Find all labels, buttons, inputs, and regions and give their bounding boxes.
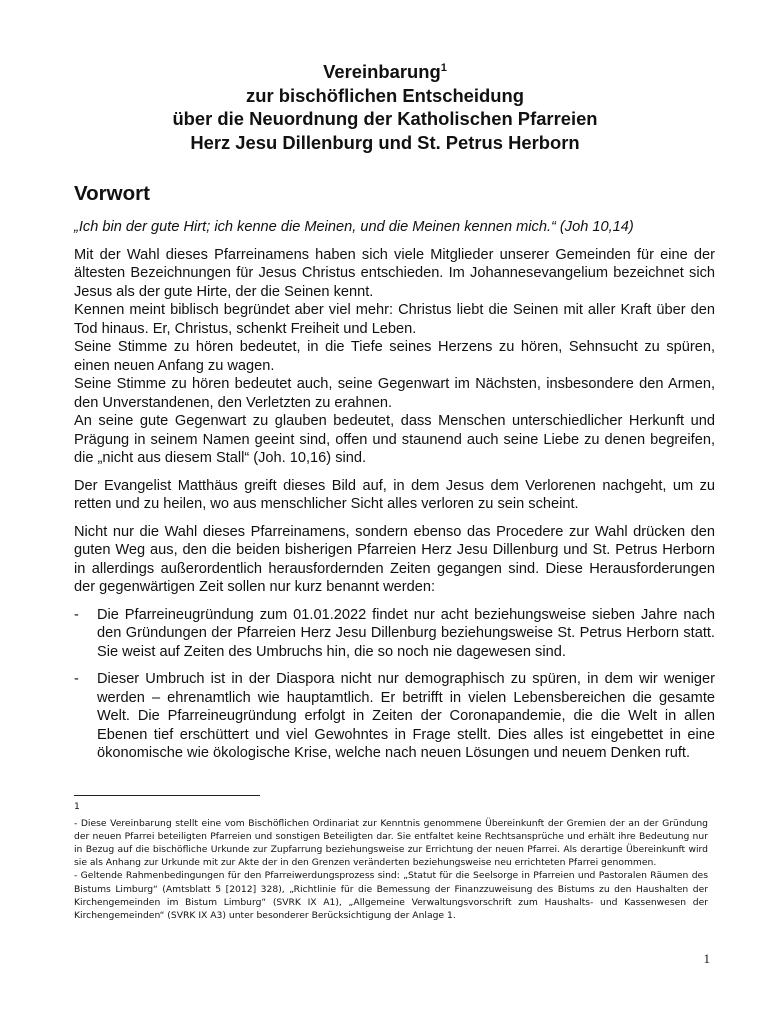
page-number: 1 xyxy=(703,951,710,966)
challenges-list xyxy=(74,606,715,763)
title-line-4: Herz Jesu Dillenburg und St. Petrus Herborn xyxy=(190,131,580,153)
footnote-item: - Geltende Rahmenbedingungen für den Pfarreiwerdungsprozess sind: „Statut für die Seelsorge in Pfarreien und Pastoralen Räumen des Bistums Limburg“ (Amtsblatt 5 [2012] 328), „Richtlinie für die Bemessung der Finanzzuweisung des Bistums zu den Haushalten der Kirchengemeinden im Bistum Limburg“ (SVRK IX A1), „Allgemeine Verwaltungsvorschrift zum Haushalts- und Kassenwesen der Kirchengemeinden“ (SVRK IX A3) unter besonderer Berücksichtigung der Anlage 1. xyxy=(74,870,708,921)
list-dash: - xyxy=(74,606,79,623)
paragraph: An seine gute Gegenwart zu glauben bedeutet, dass Menschen unterschiedlicher Herkunft und Prägung in seinem Namen geeint sind, offen und staunend auch seine Liebe zu denen begreifen, die „nicht aus diesem Stall“ (Joh. 10,16) sind. xyxy=(74,413,715,466)
title-line-1: Vereinbarung$^1$ xyxy=(323,61,447,82)
footnote-reference[interactable]: 1 xyxy=(440,62,447,74)
paragraph: Nicht nur die Wahl dieses Pfarreinamens, sondern ebenso das Procedere zur Wahl drücken den guten Weg aus, den die beiden bisherigen Pfarreien Herz Jesu Dillenburg und St. Petrus Herborn in allerdings außerordentlich herausfordernden Zeiten gegangen sind. Diese Herausforderungen der gegenwärtigen Zeit sollen nur kurz benannt werden: xyxy=(74,523,715,595)
paragraph: Der Evangelist Matthäus greift dieses Bild auf, in dem Jesus dem Verlorenen nachgeht, um zu retten und zu heilen, wo aus menschlicher Sicht alles verloren zu sein scheint. xyxy=(74,477,715,512)
list-item xyxy=(74,670,715,763)
paragraph: Seine Stimme zu hören bedeutet auch, seine Gegenwart im Nächsten, insbesondere den Armen, den Unverstandenen, den Verletzten zu erahnen. xyxy=(74,376,715,411)
document-title xyxy=(60,60,710,154)
footnote xyxy=(74,800,708,922)
bible-quote: „Ich bin der gute Hirt; ich kenne die Meinen, und die Meinen kennen mich.“ (Joh 10,14) xyxy=(74,219,634,235)
paragraph: Kennen meint biblisch begründet aber viel mehr: Christus liebt die Seinen mit aller Kraft über den Tod hinaus. Er, Christus, schenkt Freiheit und Leben. xyxy=(74,302,715,337)
list-item xyxy=(74,606,715,662)
title-line-2: zur bischöflichen Entscheidung xyxy=(246,84,524,106)
footnote-separator xyxy=(74,795,260,796)
paragraph: Seine Stimme zu hören bedeutet, in die Tiefe seines Herzens zu hören, Sehnsucht zu spüren, einen neuen Anfang zu wagen. xyxy=(74,339,715,374)
list-dash: - xyxy=(74,671,79,687)
footnote-number: 1 xyxy=(74,801,80,812)
section-heading: Vorwort xyxy=(74,182,150,205)
list-item-text: Die Pfarreineugründung zum 01.01.2022 findet nur acht beziehungsweise sieben Jahre nach den Gründungen der Pfarreien Herz Jesu Dillenburg beziehungsweise St. Petrus Herborn statt. Sie weist auf Zeiten des Umbruchs hin, die so noch nie dagewesen sind. xyxy=(97,606,715,660)
title-line-3: über die Neuordnung der Katholischen Pfarreien xyxy=(172,108,598,129)
paragraph: Mit der Wahl dieses Pfarreinamens haben sich viele Mitglieder unserer Gemeinden für eine der ältesten Bezeichnungen für Jesus Christus entschieden. Im Johannesevangelium bezeichnet sich Jesus als der gute Hirte, der die Seinen kennt. xyxy=(74,246,715,300)
list-item-text: Dieser Umbruch ist in der Diaspora nicht nur demographisch zu spüren, in dem wir weniger werden – ehrenamtlich wie hauptamtlich. Er betrifft in vielen Lebensbereichen die gesamte Welt. Die Pfarreineugründung erfolgt in Zeiten der Coronapandemie, die die Welt in allen Ebenen tief erschüttert und viel Gewohntes in Frage stellt. Dies alles ist eingebettet in eine ökonomische wie ökologische Krise, welche nach neuen Lösungen und neuem Denken ruft. xyxy=(97,671,715,761)
document-body xyxy=(74,218,715,772)
footnote-item: - Diese Vereinbarung stellt eine vom Bischöflichen Ordinariat zur Kenntnis genommene Übereinkunft der Gremien der an der Gründung der neuen Pfarrei beteiligten Pfarreien und sonstigen Beteiligten dar. Sie entfaltet keine Rechtsansprüche und erhält ihre Bedeutung nur in Bezug auf die bischöfliche Urkunde zur Zupfarrung beziehungsweise zur Errichtung der neuen Pfarrei. Als derartige Übereinkunft wird sie als Anhang zur Urkunde mit zur Akte der in den Grenzen veränderten beziehungsweise neu errichteten Pfarrei genommen. xyxy=(74,818,708,869)
